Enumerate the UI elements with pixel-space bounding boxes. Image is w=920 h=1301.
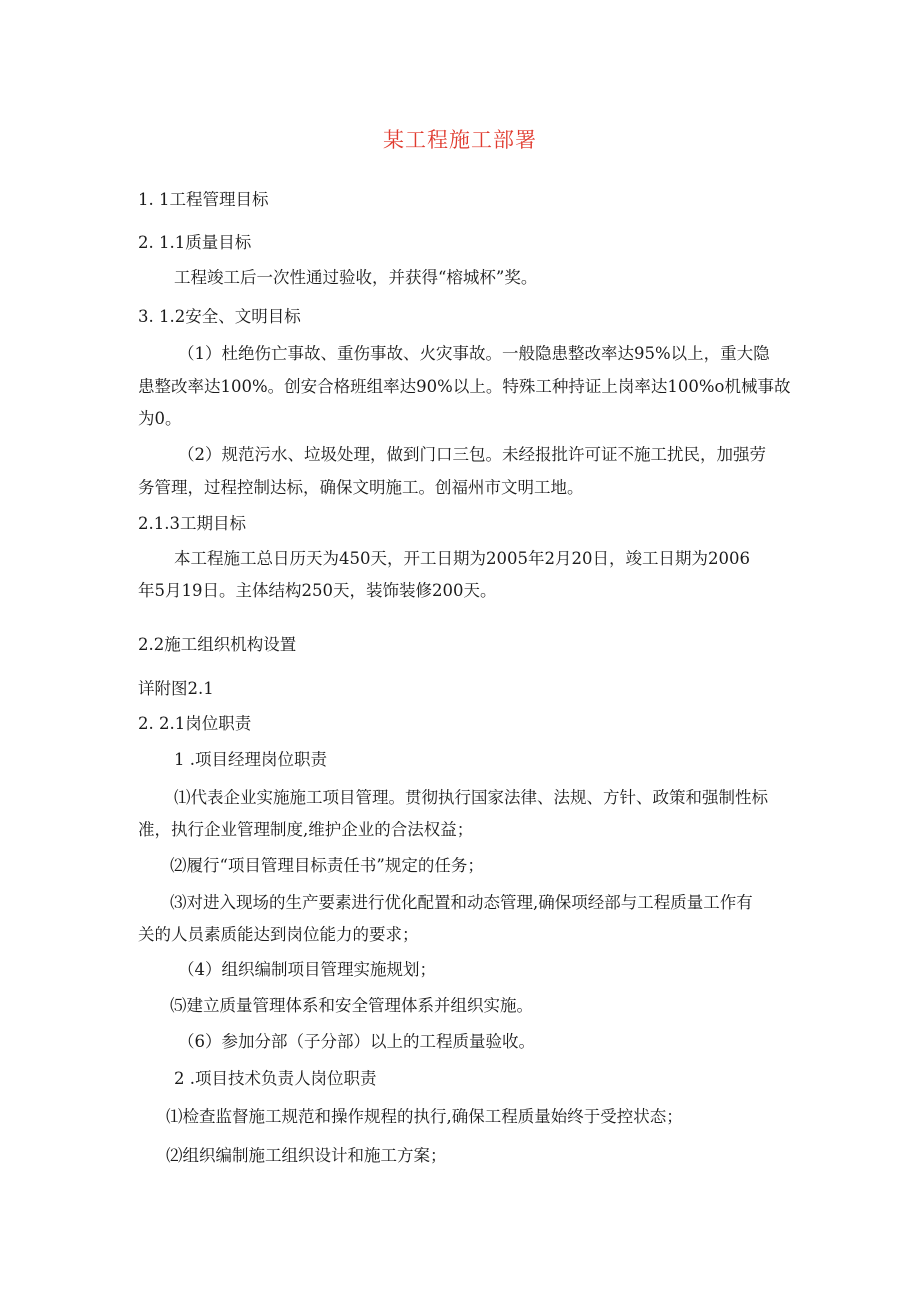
paragraph-line: ⑵组织编制施工组织设计和施工方案； [166, 1146, 447, 1165]
paragraph-line: ⑴检查监督施工规范和操作规程的执行,确保工程质量始终于受控状态； [166, 1107, 683, 1126]
paragraph-line: 患整改率达100%。创安合格班组率达90%以上。特殊工种持证上岗率达100%o机械事故 [138, 377, 791, 396]
section-heading: 3. 1.2安全、文明目标 [138, 307, 301, 326]
section-heading: 2. 1.1质量目标 [138, 233, 252, 252]
document-title: 某工程施工部署 [383, 128, 537, 152]
section-heading: 2.2施工组织机构设置 [138, 635, 297, 654]
subsection-heading: 1 .项目经理岗位职责 [174, 750, 327, 769]
paragraph-line: 年5月19日。主体结构250天，装饰装修200天。 [138, 581, 497, 600]
paragraph-line: 为0。 [138, 409, 182, 428]
paragraph-line: （6）参加分部（子分部）以上的工程质量验收。 [178, 1032, 535, 1051]
paragraph-line: （2）规范污水、垃圾处理，做到门口三包。未经报批许可证不施工扰民，加强劳 [178, 445, 766, 464]
paragraph-line: 工程竣工后一次性通过验收，并获得“榕城杯”奖。 [174, 268, 538, 287]
section-heading: 2. 2.1岗位职责 [138, 714, 252, 733]
paragraph-line: ⑸建立质量管理体系和安全管理体系并组织实施。 [170, 996, 533, 1015]
paragraph-line: （1）杜绝伤亡事故、重伤事故、火灾事故。一般隐患整改率达95%以上，重大隐 [178, 344, 770, 363]
paragraph-line: 务管理，过程控制达标，确保文明施工。创福州市文明工地。 [138, 478, 584, 497]
subsection-heading: 2 .项目技术负责人岗位职责 [174, 1069, 377, 1088]
paragraph-line: 关的人员素质能达到岗位能力的要求； [138, 925, 419, 944]
paragraph-line: （4）组织编制项目管理实施规划； [178, 960, 436, 979]
paragraph-line: 准，执行企业管理制度,维护企业的合法权益； [138, 820, 474, 839]
paragraph-line: ⑵履行“项目管理目标责任书”规定的任务； [170, 856, 484, 875]
paragraph-line: 本工程施工总日历天为450天，开工日期为2005年2月20日，竣工日期为2006 [174, 549, 750, 568]
paragraph-line: 详附图2.1 [138, 679, 214, 698]
paragraph-line: ⑶对进入现场的生产要素进行优化配置和动态管理,确保项经部与工程质量工作有 [170, 893, 753, 912]
paragraph-line: ⑴代表企业实施施工项目管理。贯彻执行国家法律、法规、方针、政策和强制性标 [174, 788, 768, 807]
section-heading: 2.1.3工期目标 [138, 514, 246, 533]
section-heading: 1. 1工程管理目标 [138, 190, 269, 209]
